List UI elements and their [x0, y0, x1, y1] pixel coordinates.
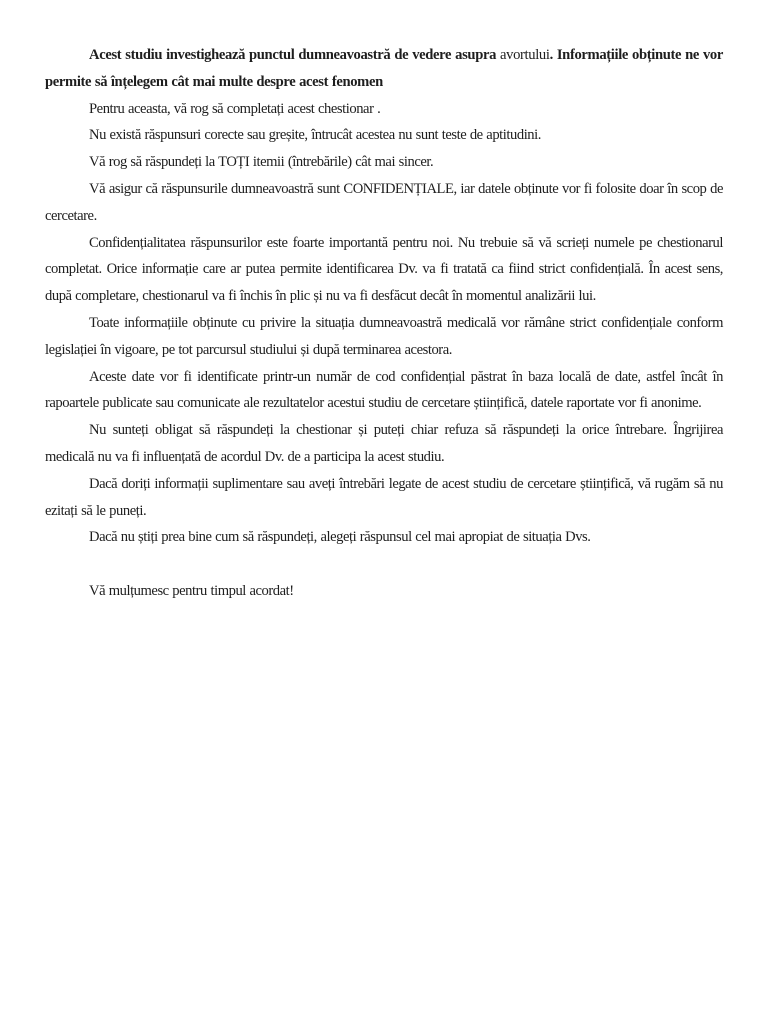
document-page [45, 42, 723, 605]
paragraph-confidential: Vă asigur că răspunsurile dumneavoastră sunt CONFIDENȚIALE, iar datele obținute vor fi folosite doar în scop de cercetare. [45, 180, 723, 224]
spacer [45, 551, 723, 578]
paragraph-not-obligated: Nu sunteți obligat să răspundeți la chestionar și puteți chiar refuza să răspundeți la orice întrebare. Îngrijirea medicală nu va fi influențată de acordul Dv. de a participa la acest studiu. [45, 422, 723, 465]
closing-thanks: Vă mulțumesc pentru timpul acordat! [89, 582, 294, 599]
intro-bold-part1: Acest studiu investighează punctul dumneavoastră de vedere asupra [89, 47, 497, 63]
paragraph-no-right-answers: Nu există răspunsuri corecte sau greșite, întrucât acestea nu sunt teste de aptitudini. [89, 127, 541, 144]
paragraph-answer-all: Vă rog să răspundeți la TOȚI itemii (întrebările) cât mai sincer. [89, 154, 434, 171]
paragraph-instructions: Pentru aceasta, vă rog să completați acest chestionar . [89, 100, 381, 117]
paragraph-medical-info: Toate informațiile obținute cu privire la situația dumneavoastră medicală vor rămâne strict confidențiale conform legislației în vigoare, pe tot parcursul studiului și după terminarea acestora. [45, 314, 723, 358]
paragraph-closest-answer: Dacă nu știți prea bine cum să răspundeți, alegeți răspunsul cel mai apropiat de situația Dvs. [89, 529, 591, 546]
paragraph-anonymous-code: Aceste date vor fi identificate printr-un număr de cod confidențial păstrat în baza locală de date, astfel încât în rapoartele publicate sau comunicate ale rezultatelor acestui studiu de cercetare științifică, datele raportate vor fi anonime. [45, 368, 723, 412]
paragraph-confidentiality-details: Confidențialitatea răspunsurilor este foarte importantă pentru noi. Nu trebuie să vă scrieți numele pe chestionarul completat. Orice informație care ar putea permite identificarea Dv. va fi tratată ca fiind strict confidențială. În acest sens, după completare, chestionarul va fi închis în plic și nu va fi desfăcut decât în momentul analizării lui. [45, 234, 723, 305]
intro-normal-part: avortului [500, 47, 550, 63]
intro-paragraph [45, 42, 723, 96]
paragraph-further-info: Dacă doriți informații suplimentare sau aveți întrebări legate de acest studiu de cercetare științifică, vă rugăm să nu ezitați să le puneți. [45, 475, 723, 519]
intro-bold-part2: . Informațiile obținute ne vor permite să înțelegem cât mai multe despre acest fenomen [45, 47, 723, 90]
